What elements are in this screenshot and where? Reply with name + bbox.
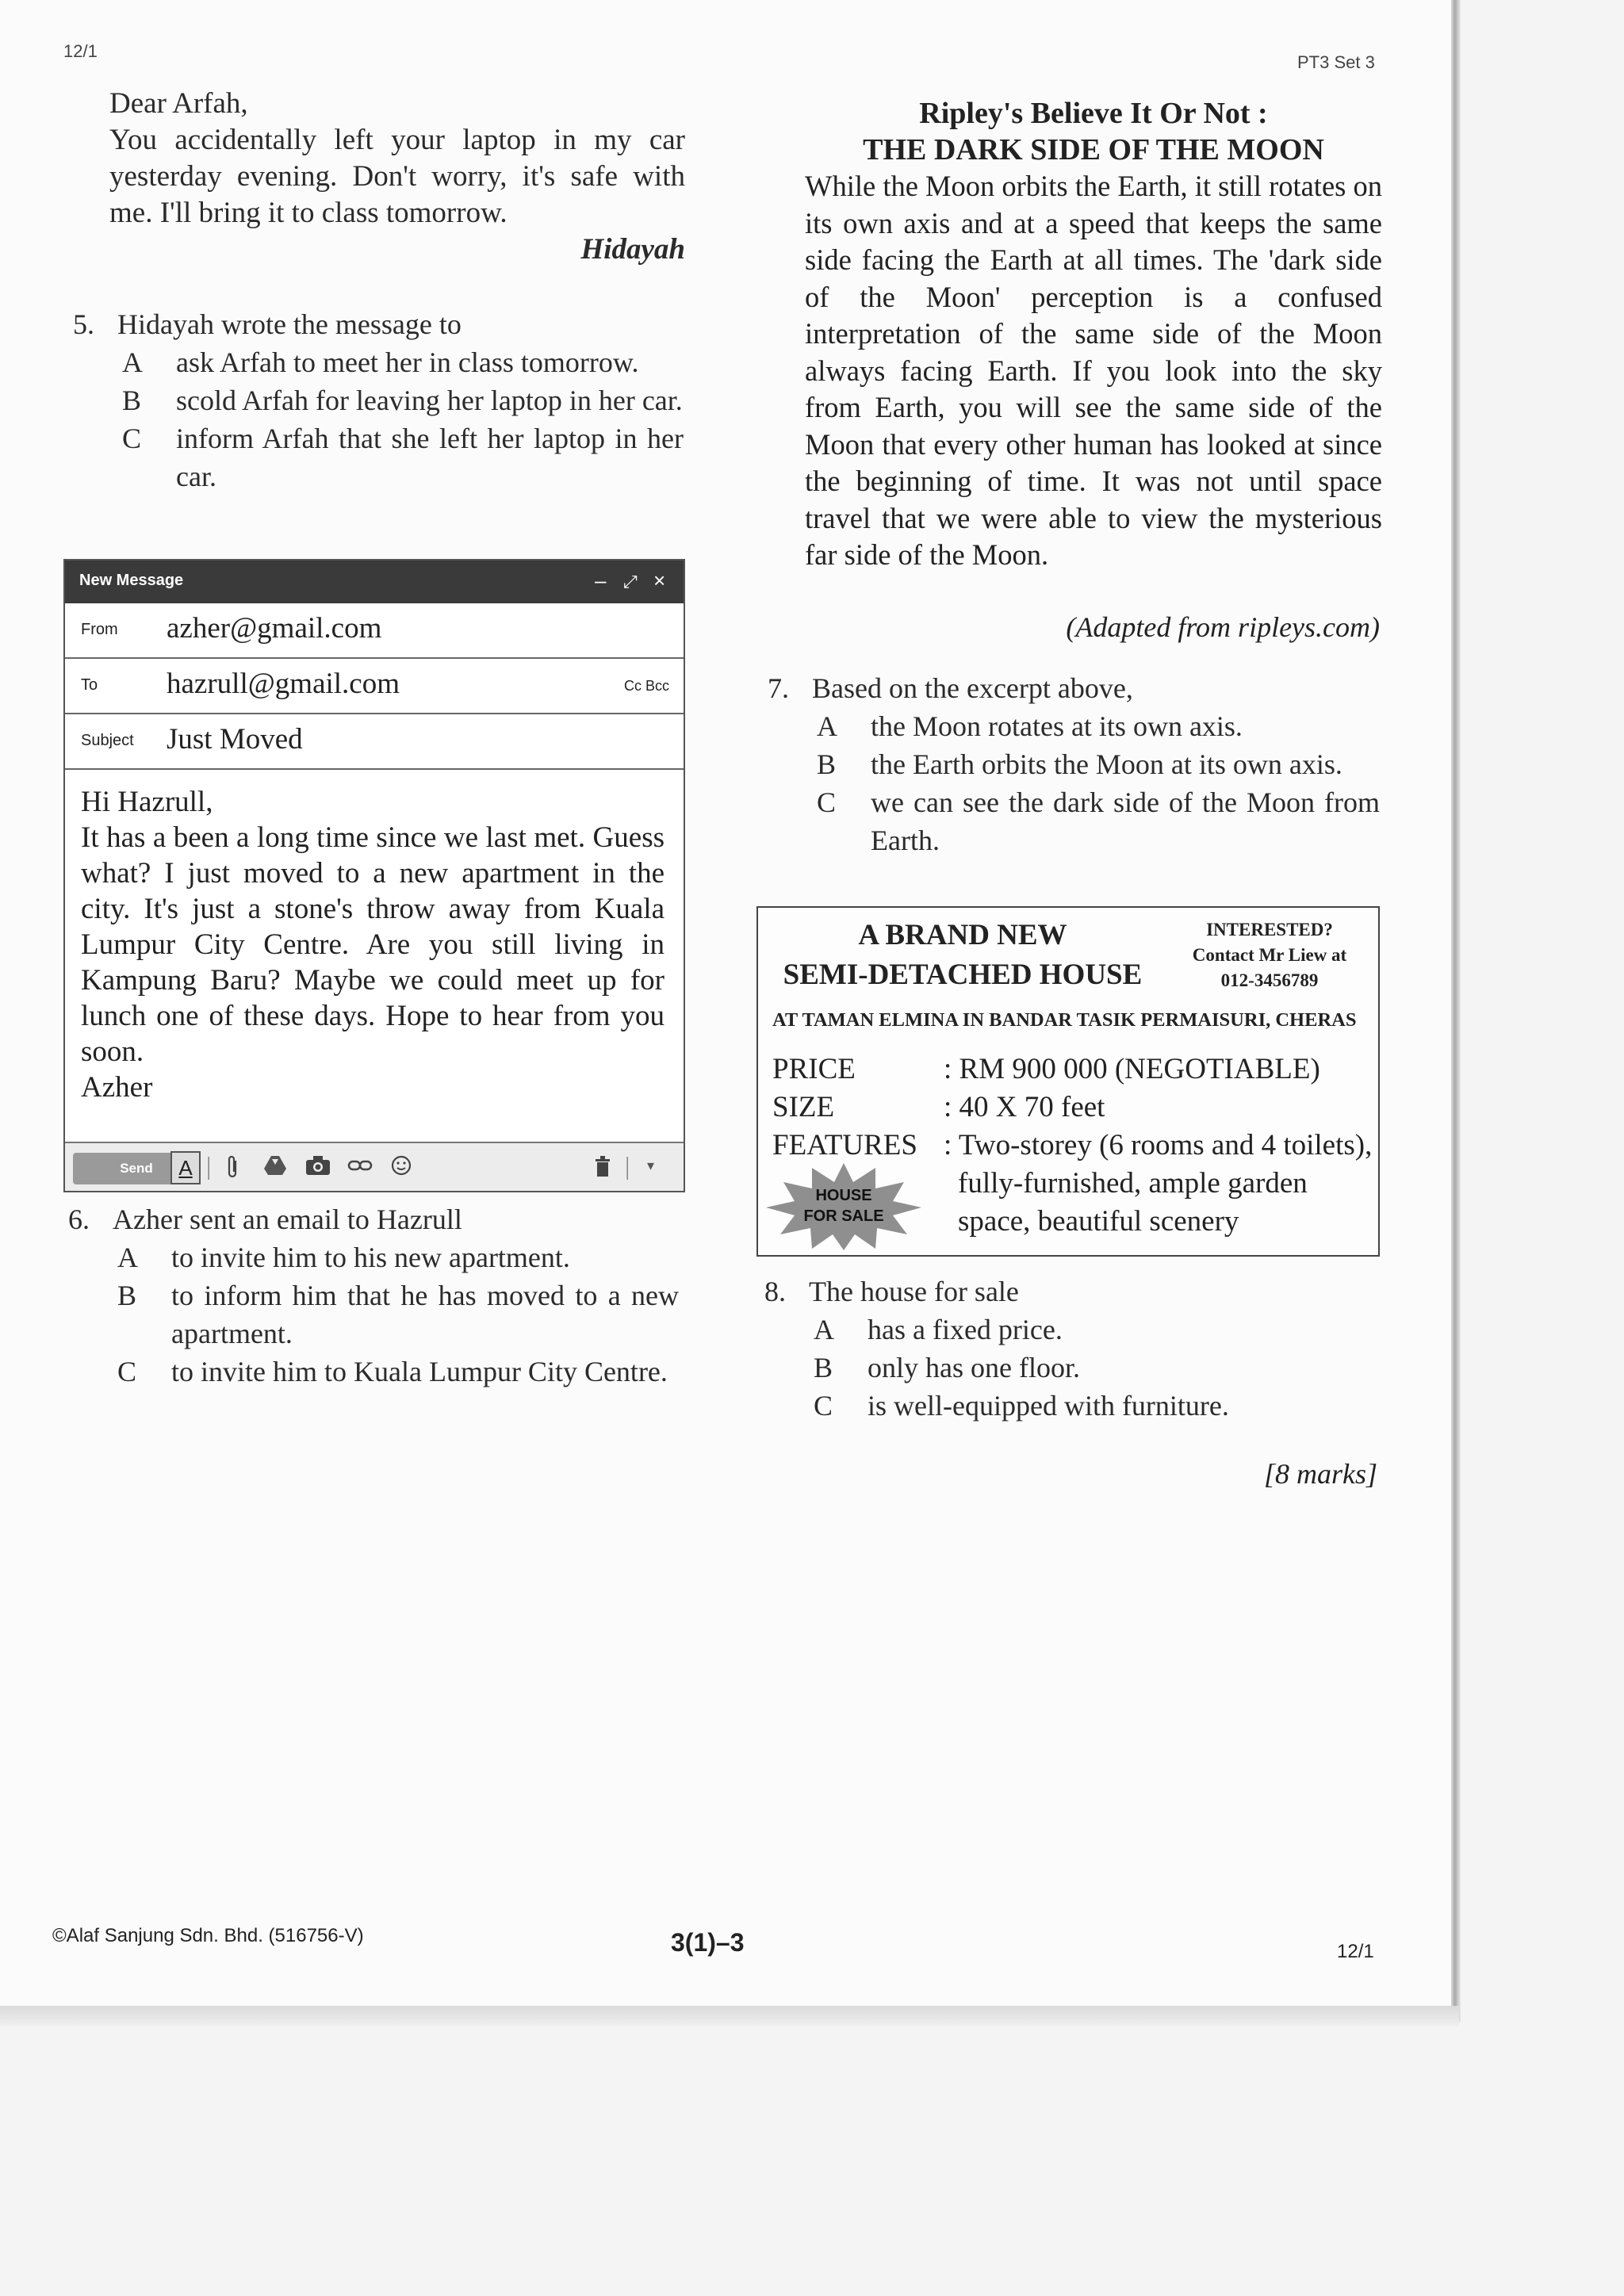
emoji-icon[interactable]: [390, 1154, 412, 1182]
option-letter: C: [122, 423, 142, 454]
option-letter: C: [817, 786, 837, 818]
note-signature: Hidayah: [580, 233, 685, 266]
option-text: scold Arfah for leaving her laptop in her car.: [176, 385, 683, 416]
price-value: : RM 900 000 (NEGOTIABLE): [944, 1053, 1320, 1085]
camera-icon[interactable]: [304, 1154, 331, 1182]
option-letter: A: [817, 710, 837, 742]
email-greeting: Hi Hazrull,: [81, 786, 213, 818]
contact-line-1: INTERESTED?: [1206, 920, 1333, 939]
question-stem: [764, 1272, 1380, 1311]
question-text: The house for sale: [809, 1276, 1019, 1307]
option-text: only has one floor.: [868, 1352, 1080, 1383]
toolbar-divider: |: [206, 1151, 212, 1180]
option-a: [68, 1238, 679, 1276]
option-letter: A: [122, 346, 143, 378]
article-subtitle: THE DARK SIDE OF THE MOON: [863, 133, 1324, 166]
option-letter: B: [117, 1280, 137, 1311]
house-advert: [756, 906, 1380, 1257]
option-a: [768, 707, 1380, 745]
to-row[interactable]: [65, 659, 684, 714]
house-for-sale-stamp: [764, 1161, 923, 1250]
email-compose-window: [63, 559, 685, 1192]
question-stem: [73, 305, 684, 343]
minimize-icon[interactable]: –: [595, 568, 607, 592]
advert-location: AT TAMAN ELMINA IN BANDAR TASIK PERMAISURI, CHERAS: [772, 1009, 1357, 1031]
subject-field[interactable]: Just Moved: [167, 723, 303, 756]
option-letter: C: [117, 1356, 137, 1387]
stamp-line-1: HOUSE: [815, 1187, 872, 1204]
note-greeting: Dear Arfah,: [109, 87, 248, 120]
header-left-code: 12/1: [63, 41, 98, 61]
option-letter: A: [814, 1314, 834, 1345]
option-text: we can see the dark side of the Moon from Earth.: [871, 786, 1380, 856]
drive-icon[interactable]: [263, 1154, 287, 1182]
advert-headline-line-2: SEMI-DETACHED HOUSE: [783, 959, 1143, 991]
link-icon[interactable]: [347, 1154, 373, 1182]
option-text: to invite him to his new apartment.: [171, 1242, 570, 1273]
option-text: to invite him to Kuala Lumpur City Centre.: [171, 1356, 668, 1387]
article: [805, 95, 1382, 574]
marks-label: [8 marks]: [1263, 1458, 1377, 1490]
email-message: It has a been a long time since we last met. Guess what? I just moved to a new apartment in the city. It's just a stone's throw away from Kuala Lumpur City Centre. Are you still living in Kampung Baru? Maybe we could meet up for lunch one of these days. Hope to hear from you soon.: [81, 821, 665, 1068]
question-text: Hidayah wrote the message to: [117, 308, 462, 340]
note-card: [109, 86, 685, 268]
option-a: [764, 1311, 1380, 1349]
advert-headline-line-1: A BRAND NEW: [858, 919, 1067, 951]
question-stem: [768, 669, 1380, 707]
question-stem: [68, 1200, 679, 1238]
expand-icon[interactable]: ⤢: [623, 572, 638, 591]
option-text: is well-equipped with furniture.: [868, 1390, 1229, 1422]
option-text: has a fixed price.: [868, 1314, 1063, 1345]
footer-code: 12/1: [1337, 1941, 1374, 1962]
price-label: PRICE: [772, 1053, 856, 1085]
features-value: : Two-storey (6 rooms and 4 toilets), fully-furnished, ample garden space, beautiful scenery: [944, 1129, 1373, 1238]
advert-contact: [1170, 917, 1369, 993]
to-field[interactable]: hazrull@gmail.com: [167, 668, 400, 700]
question-5: [73, 305, 684, 496]
question-text: Azher sent an email to Hazrull: [113, 1203, 462, 1235]
article-body: While the Moon orbits the Earth, it still rotates on its own axis and at a speed that keeps the same side facing the Earth at all times. The 'dark side of the Moon' perception is a confused interpretation of the same side of the Moon always facing Earth. If you look into the sky from Earth, you will see the same side of the Moon that every other human has looked at since the beginning of time. It was not until space travel that we were able to view the mysterious far side of the Moon.: [805, 170, 1382, 571]
option-letter: C: [814, 1390, 833, 1422]
article-source: (Adapted from ripleys.com): [1066, 611, 1380, 643]
subject-label: Subject: [81, 732, 134, 749]
trash-icon[interactable]: [593, 1154, 612, 1184]
option-b: [764, 1349, 1380, 1387]
page-shadow: [0, 2006, 1459, 2026]
features-label: FEATURES: [772, 1129, 917, 1161]
option-text: to inform him that he has moved to a new apartment.: [171, 1280, 679, 1349]
to-label: To: [81, 676, 98, 694]
option-letter: B: [814, 1352, 833, 1383]
close-icon[interactable]: ×: [653, 568, 666, 592]
footer-page-number: 3(1)–3: [671, 1928, 745, 1957]
question-number: 5.: [73, 308, 94, 340]
option-text: the Earth orbits the Moon at its own axis.: [871, 748, 1342, 780]
option-letter: B: [122, 385, 142, 416]
question-number: 6.: [68, 1203, 90, 1235]
option-c: [764, 1387, 1380, 1425]
question-text: Based on the excerpt above,: [812, 672, 1133, 704]
email-window-title: New Message: [79, 572, 184, 589]
option-letter: A: [117, 1242, 138, 1273]
article-title: Ripley's Believe It Or Not :: [919, 97, 1268, 130]
size-value: : 40 X 70 feet: [944, 1091, 1105, 1123]
footer-copyright: ©Alaf Sanjung Sdn. Bhd. (516756-V): [52, 1925, 364, 1946]
from-row[interactable]: [65, 603, 684, 659]
page-edge: [1451, 0, 1461, 2022]
option-letter: B: [817, 748, 837, 780]
option-text: inform Arfah that she left her laptop in her car.: [176, 423, 684, 492]
option-c: [68, 1353, 679, 1391]
option-text: the Moon rotates at its own axis.: [871, 710, 1243, 742]
send-button[interactable]: Send: [73, 1153, 200, 1184]
option-a: [73, 343, 684, 381]
question-number: 8.: [764, 1276, 786, 1307]
header-right-code: PT3 Set 3: [1297, 52, 1375, 72]
question-8: [764, 1272, 1380, 1425]
stamp-line-2: FOR SALE: [803, 1207, 884, 1225]
paperclip-icon[interactable]: [224, 1154, 241, 1185]
question-number: 7.: [768, 672, 789, 704]
option-c: [768, 783, 1380, 859]
option-b: [73, 381, 684, 419]
advert-headline: [772, 916, 1153, 995]
more-options-icon[interactable]: ▾: [647, 1158, 655, 1173]
email-body[interactable]: [81, 784, 665, 1105]
size-label: SIZE: [772, 1091, 835, 1123]
question-7: [768, 669, 1380, 859]
option-c: [73, 419, 684, 496]
toolbar-divider: |: [625, 1151, 630, 1180]
email-title-bar: [65, 561, 684, 603]
email-toolbar: [65, 1142, 684, 1191]
contact-line-2: Contact Mr Liew at: [1192, 945, 1347, 965]
option-b: [768, 745, 1380, 783]
option-text: ask Arfah to meet her in class tomorrow.: [176, 346, 639, 378]
cc-bcc-link[interactable]: Cc Bcc: [623, 678, 669, 694]
subject-row[interactable]: [65, 714, 684, 770]
email-signoff: Azher: [81, 1071, 153, 1104]
note-body: You accidentally left your laptop in my car yesterday evening. Don't worry, it's safe with me. I'll bring it to class tomorrow.: [109, 124, 685, 229]
from-label: From: [81, 621, 118, 638]
format-text-icon[interactable]: A: [170, 1151, 201, 1184]
option-b: [68, 1276, 679, 1353]
contact-phone: 012-3456789: [1220, 970, 1319, 990]
question-6: [68, 1200, 679, 1391]
from-field[interactable]: azher@gmail.com: [167, 612, 382, 645]
